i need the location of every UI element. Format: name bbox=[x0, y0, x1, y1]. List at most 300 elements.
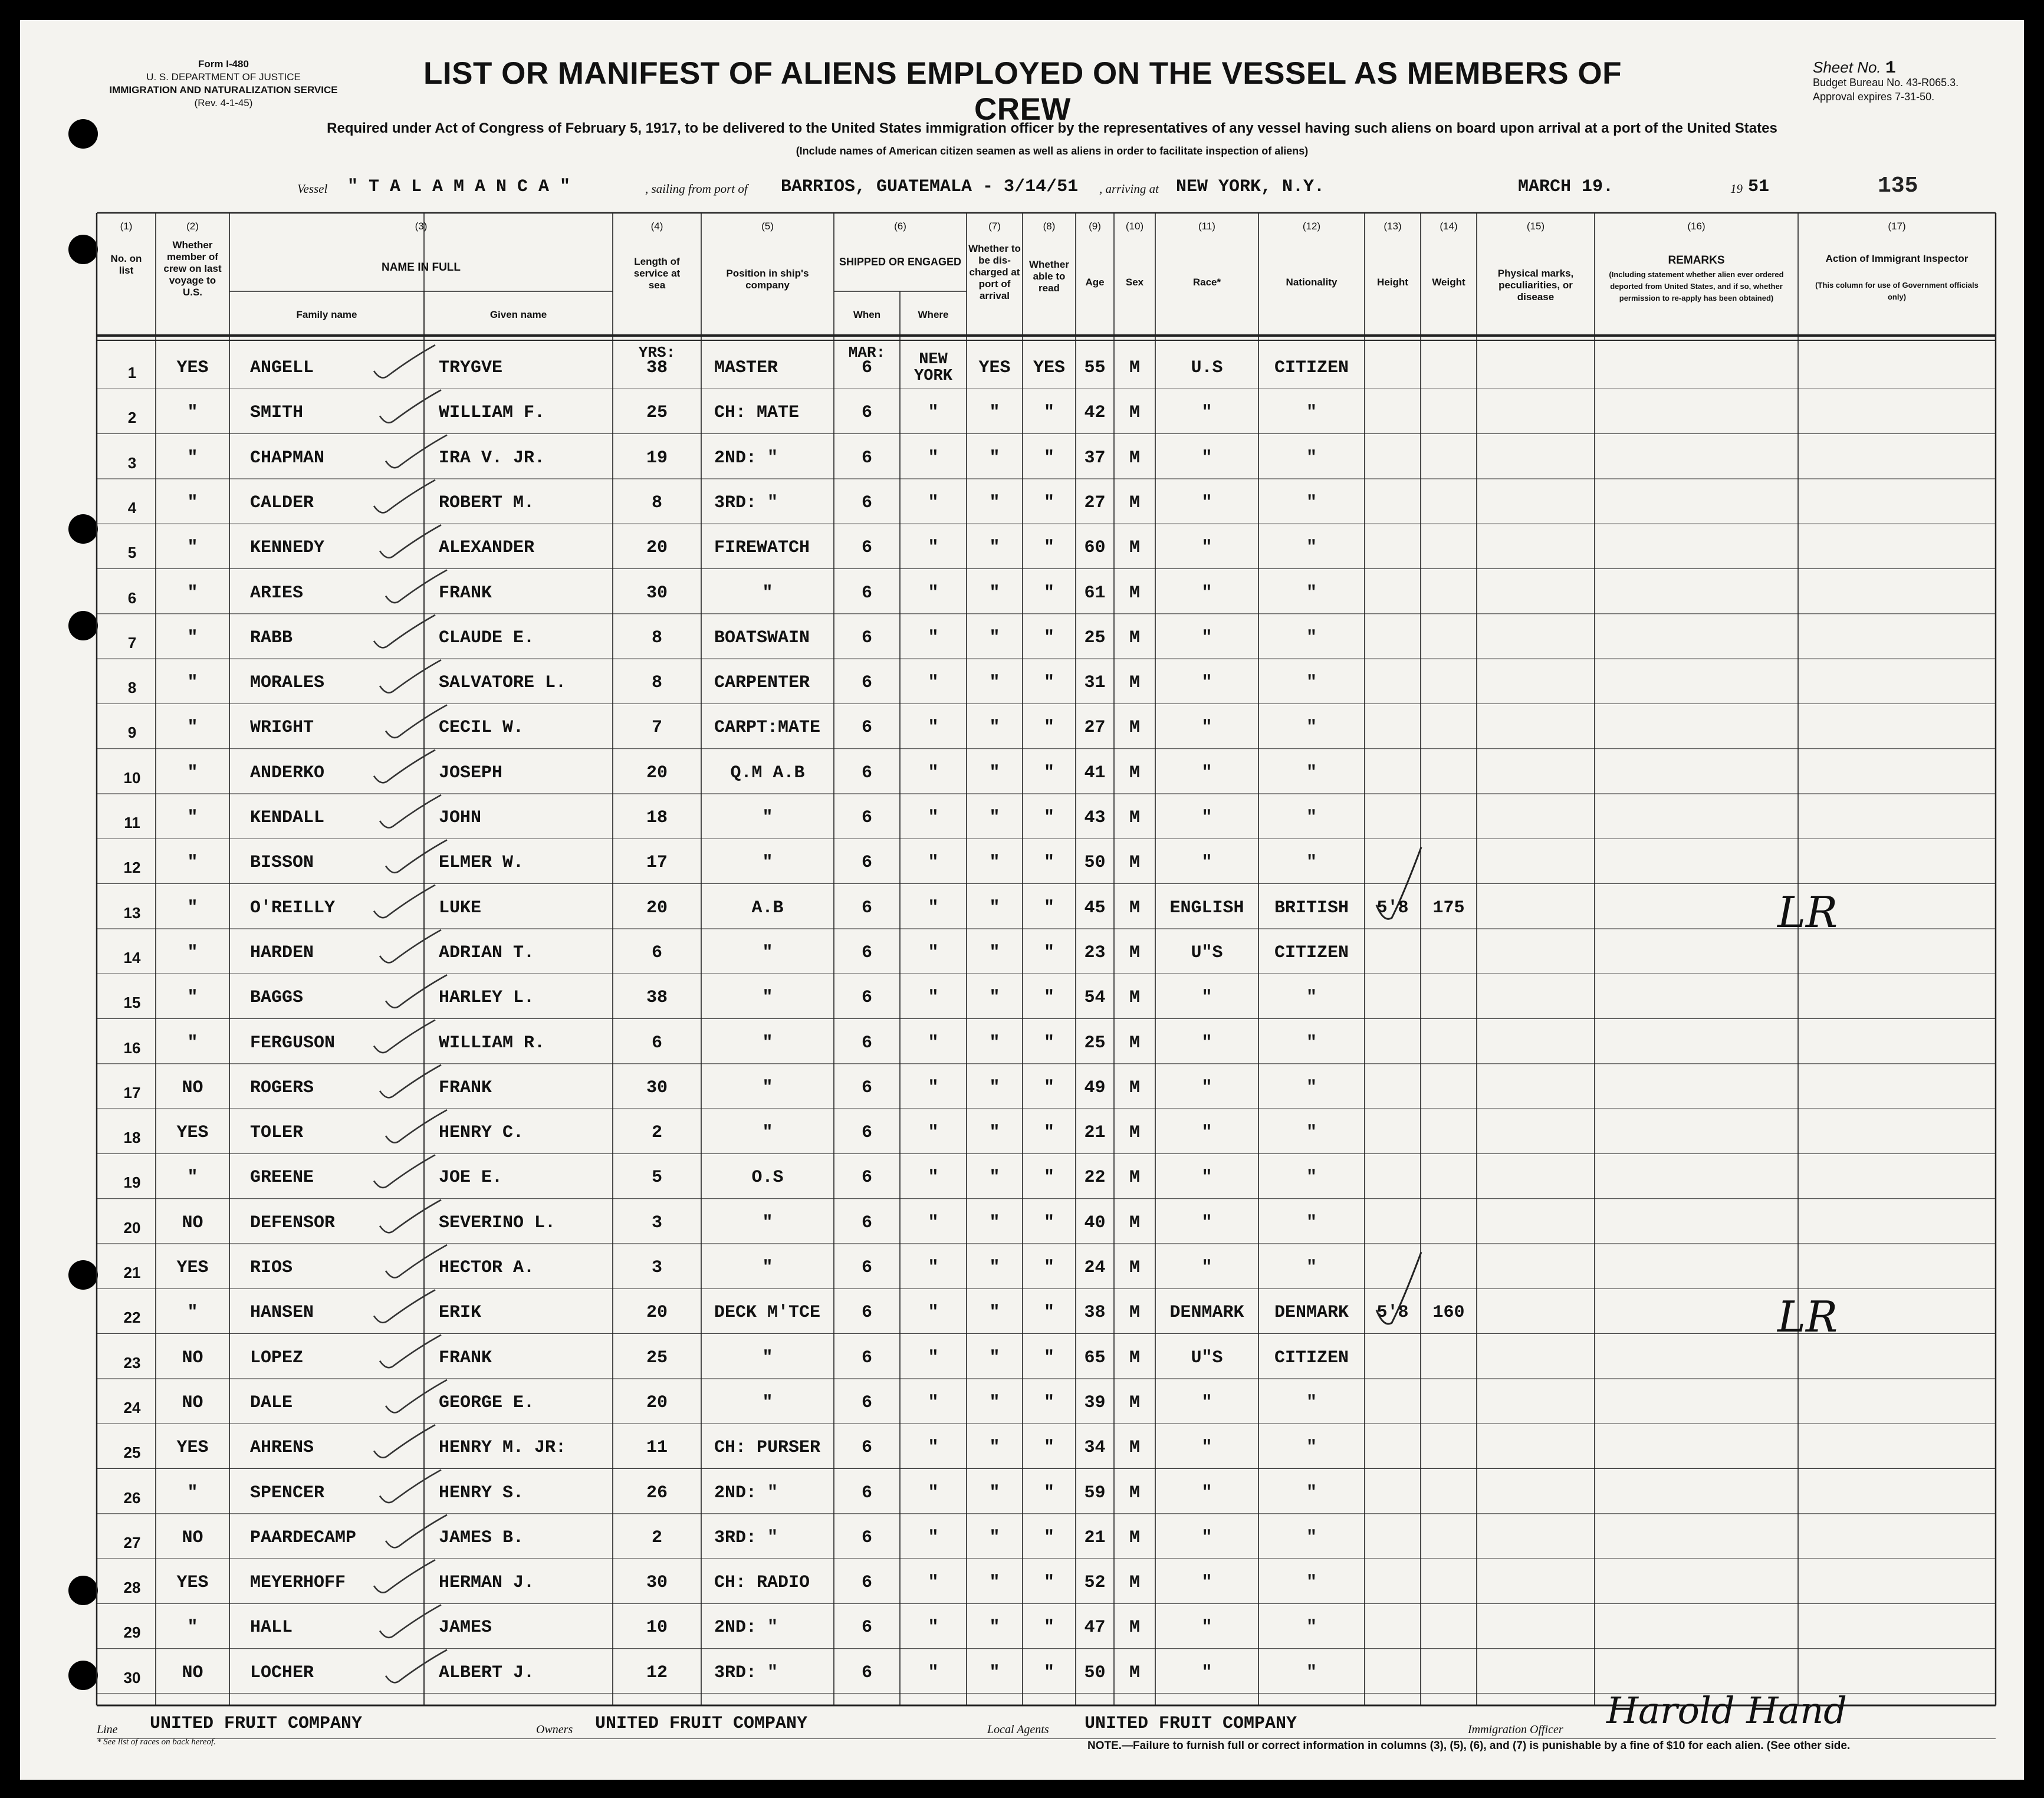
row-number: 12 bbox=[123, 859, 141, 877]
age: 34 bbox=[1084, 1438, 1106, 1458]
discharged-at-arrival: " bbox=[989, 898, 1000, 918]
agents-label: Local Agents bbox=[987, 1723, 1049, 1736]
sex: M bbox=[1129, 1438, 1140, 1458]
check-mark bbox=[380, 1470, 441, 1503]
sex: M bbox=[1129, 627, 1140, 648]
row-number: 28 bbox=[123, 1579, 141, 1597]
row-number: 9 bbox=[127, 724, 137, 742]
age: 24 bbox=[1084, 1258, 1106, 1278]
race: U"S bbox=[1191, 942, 1223, 963]
nationality: CITIZEN bbox=[1274, 1347, 1349, 1368]
check-mark bbox=[374, 750, 435, 783]
age: 47 bbox=[1084, 1618, 1106, 1638]
crew-last-voyage: " bbox=[187, 718, 198, 738]
col-12-header: Nationality bbox=[1286, 277, 1338, 288]
sex: M bbox=[1129, 988, 1140, 1008]
nationality: " bbox=[1306, 1258, 1317, 1278]
sex: M bbox=[1129, 492, 1140, 513]
age: 52 bbox=[1084, 1573, 1106, 1593]
col-15-header: Physical marks, peculiarities, or disease bbox=[1497, 268, 1574, 303]
row-number: 13 bbox=[123, 903, 141, 922]
crew-last-voyage: " bbox=[187, 1033, 198, 1053]
family-name: RABB bbox=[250, 627, 293, 648]
to-port: NEW YORK, N.Y. bbox=[1176, 177, 1325, 197]
nationality: " bbox=[1306, 403, 1317, 423]
race: " bbox=[1201, 762, 1212, 783]
page-subtitle-note: (Include names of American citizen seamen as well as aliens in order to facilitate inspection of aliens) bbox=[796, 145, 1309, 157]
family-name: BISSON bbox=[250, 853, 314, 873]
crew-last-voyage: " bbox=[187, 492, 198, 513]
sex: M bbox=[1129, 1123, 1140, 1143]
race: DENMARK bbox=[1169, 1303, 1244, 1323]
row-number: 6 bbox=[127, 589, 137, 607]
crew-last-voyage: YES bbox=[176, 1573, 209, 1593]
ship-position: CARPT:MATE bbox=[714, 718, 821, 738]
nationality: " bbox=[1306, 1123, 1317, 1143]
race: " bbox=[1201, 673, 1212, 693]
crew-last-voyage: YES bbox=[176, 1123, 209, 1143]
inspector-initials: LR bbox=[1777, 1292, 1838, 1342]
col-7-number: (7) bbox=[988, 221, 1001, 232]
nationality: " bbox=[1306, 1077, 1317, 1098]
able-to-read: " bbox=[1043, 1303, 1054, 1323]
shipped-where: " bbox=[928, 673, 939, 693]
check-mark bbox=[386, 975, 447, 1008]
penalty-note: NOTE.—Failure to furnish full or correct information in columns (3), (5), (6), and (7) is punishable by a fine of $10 for each alien. (See other side. bbox=[1087, 1740, 1851, 1752]
crew-last-voyage: YES bbox=[176, 1438, 209, 1458]
col-16-subheader: (Including statement whether alien ever ordered deported from United States, and if so, whether permission to re-apply has been obtained) bbox=[1609, 270, 1784, 303]
ship-position: MASTER bbox=[714, 358, 778, 378]
service-years: 25 bbox=[646, 1347, 668, 1368]
crew-last-voyage: NO bbox=[182, 1077, 203, 1098]
verification-check-mark bbox=[1376, 847, 1421, 919]
crew-last-voyage: " bbox=[187, 853, 198, 873]
approval-expires: Approval expires 7-31-50. bbox=[1813, 91, 1935, 103]
nationality: " bbox=[1306, 762, 1317, 783]
ship-position: CH: MATE bbox=[714, 403, 800, 423]
age: 21 bbox=[1084, 1123, 1106, 1143]
nationality: " bbox=[1306, 1212, 1317, 1233]
nationality: " bbox=[1306, 538, 1317, 558]
able-to-read: " bbox=[1043, 1168, 1054, 1188]
service-years: 3 bbox=[651, 1212, 662, 1233]
race: " bbox=[1201, 1258, 1212, 1278]
race: " bbox=[1201, 1618, 1212, 1638]
age: 31 bbox=[1084, 673, 1106, 693]
race: " bbox=[1201, 1573, 1212, 1593]
check-mark bbox=[380, 660, 441, 693]
service-years: 11 bbox=[646, 1438, 668, 1458]
given-name: ELMER W. bbox=[439, 853, 524, 873]
officer-signature: Harold Hand bbox=[1606, 1689, 1847, 1732]
family-name: MORALES bbox=[250, 673, 325, 693]
check-mark bbox=[386, 570, 447, 603]
able-to-read: " bbox=[1043, 583, 1054, 603]
family-name: CHAPMAN bbox=[250, 448, 325, 468]
shipped-when: 6 bbox=[861, 1212, 872, 1233]
sex: M bbox=[1129, 1662, 1140, 1683]
nationality: " bbox=[1306, 1483, 1317, 1503]
shipped-where: " bbox=[928, 853, 939, 873]
able-to-read: " bbox=[1043, 1347, 1054, 1368]
shipped-when: 6 bbox=[861, 403, 872, 423]
able-to-read: " bbox=[1043, 1033, 1054, 1053]
shipped-when: 6 bbox=[861, 492, 872, 513]
discharged-at-arrival: " bbox=[989, 492, 1000, 513]
race: " bbox=[1201, 1123, 1212, 1143]
crew-last-voyage: " bbox=[187, 1618, 198, 1638]
col-4-number: (4) bbox=[650, 221, 663, 232]
row-number: 1 bbox=[127, 364, 137, 382]
given-name: HENRY M. JR: bbox=[439, 1438, 567, 1458]
nationality: " bbox=[1306, 583, 1317, 603]
discharged-at-arrival: " bbox=[989, 1123, 1000, 1143]
ship-position: " bbox=[762, 1392, 773, 1413]
age: 59 bbox=[1084, 1483, 1106, 1503]
col-13-number: (13) bbox=[1384, 221, 1402, 232]
col-16-header: REMARKS bbox=[1668, 254, 1725, 267]
service-years: 2 bbox=[651, 1123, 662, 1143]
check-mark bbox=[380, 930, 441, 963]
ship-position: 3RD: " bbox=[714, 492, 778, 513]
row-number: 26 bbox=[123, 1488, 141, 1507]
family-name: ANDERKO bbox=[250, 762, 325, 783]
race: " bbox=[1201, 1438, 1212, 1458]
age: 39 bbox=[1084, 1392, 1106, 1413]
discharged-at-arrival: " bbox=[989, 627, 1000, 648]
able-to-read: " bbox=[1043, 1438, 1054, 1458]
sex: M bbox=[1129, 853, 1140, 873]
family-name: O'REILLY bbox=[250, 898, 336, 918]
discharged-at-arrival: " bbox=[989, 583, 1000, 603]
check-mark bbox=[374, 1155, 435, 1188]
service-years: 2 bbox=[651, 1527, 662, 1548]
age: 45 bbox=[1084, 898, 1106, 918]
nationality: " bbox=[1306, 673, 1317, 693]
sailing-label: , sailing from port of bbox=[645, 182, 748, 196]
shipped-where: " bbox=[928, 403, 939, 423]
able-to-read: " bbox=[1043, 718, 1054, 738]
race: U"S bbox=[1191, 1347, 1223, 1368]
shipped-when: 6 bbox=[861, 853, 872, 873]
crew-last-voyage: " bbox=[187, 1303, 198, 1323]
nationality: " bbox=[1306, 988, 1317, 1008]
col-1-header: No. on list bbox=[110, 253, 142, 276]
given-name: TRYGVE bbox=[439, 358, 503, 378]
crew-last-voyage: " bbox=[187, 627, 198, 648]
service-years: 20 bbox=[646, 898, 668, 918]
col-13-header: Height bbox=[1377, 277, 1408, 288]
col-2-number: (2) bbox=[186, 221, 199, 232]
given-name: ALBERT J. bbox=[439, 1662, 535, 1683]
races-note: * See list of races on back hereof. bbox=[97, 1737, 216, 1747]
sex: M bbox=[1129, 1392, 1140, 1413]
shipped-when: 6 bbox=[861, 942, 872, 963]
nationality: " bbox=[1306, 492, 1317, 513]
race: " bbox=[1201, 1033, 1212, 1053]
shipped-when: 6 bbox=[861, 1258, 872, 1278]
family-name: ROGERS bbox=[250, 1077, 314, 1098]
nationality: " bbox=[1306, 1033, 1317, 1053]
sex: M bbox=[1129, 1573, 1140, 1593]
able-to-read: " bbox=[1043, 1662, 1054, 1683]
sex: M bbox=[1129, 448, 1140, 468]
weight: 160 bbox=[1432, 1303, 1465, 1323]
shipped-where: " bbox=[928, 988, 939, 1008]
form-service: IMMIGRATION AND NATURALIZATION SERVICE bbox=[109, 84, 338, 96]
crew-last-voyage: " bbox=[187, 942, 198, 963]
nationality: BRITISH bbox=[1274, 898, 1349, 918]
shipped-when: 6 bbox=[861, 1662, 872, 1683]
line-value: UNITED FRUIT COMPANY bbox=[150, 1714, 363, 1734]
ship-position: " bbox=[762, 942, 773, 963]
service-years: 38 bbox=[646, 988, 668, 1008]
age: 55 bbox=[1084, 358, 1106, 378]
shipped-where: " bbox=[928, 448, 939, 468]
service-years: 26 bbox=[646, 1483, 668, 1503]
col-2-header: Whether member of crew on last voyage to U.S. bbox=[163, 239, 222, 298]
family-name: HANSEN bbox=[250, 1303, 314, 1323]
shipped-when: 6 bbox=[861, 808, 872, 828]
given-name: FRANK bbox=[439, 1347, 492, 1368]
shipped-when: 6 bbox=[861, 1438, 872, 1458]
age: 54 bbox=[1084, 988, 1106, 1008]
service-years: 8 bbox=[651, 673, 662, 693]
agents-value: UNITED FRUIT COMPANY bbox=[1085, 1714, 1297, 1734]
check-mark bbox=[380, 795, 441, 828]
age: 65 bbox=[1084, 1347, 1106, 1368]
shipped-where: " bbox=[928, 1392, 939, 1413]
discharged-at-arrival: " bbox=[989, 762, 1000, 783]
row-number: 14 bbox=[123, 948, 141, 967]
nationality: " bbox=[1306, 853, 1317, 873]
nationality: " bbox=[1306, 1662, 1317, 1683]
shipped-where: " bbox=[928, 942, 939, 963]
vessel-name: " T A L A M A N C A " bbox=[347, 177, 571, 197]
shipped-when: 6 bbox=[861, 762, 872, 783]
col-17-subheader: (This column for use of Government officials only) bbox=[1815, 281, 1979, 301]
vessel-label: Vessel bbox=[297, 182, 328, 196]
ship-position: 3RD: " bbox=[714, 1527, 778, 1548]
able-to-read: " bbox=[1043, 942, 1054, 963]
check-mark bbox=[380, 525, 441, 558]
col-6-number: (6) bbox=[894, 221, 906, 232]
col-15-number: (15) bbox=[1526, 221, 1545, 232]
manifest-sheet bbox=[20, 20, 2024, 1780]
ship-position: 3RD: " bbox=[714, 1662, 778, 1683]
nationality: " bbox=[1306, 1438, 1317, 1458]
service-years: 20 bbox=[646, 762, 668, 783]
shipped-when: 6 bbox=[861, 1347, 872, 1368]
shipped-where: " bbox=[928, 627, 939, 648]
race: ENGLISH bbox=[1169, 898, 1244, 918]
age: 61 bbox=[1084, 583, 1106, 603]
given-name: JOHN bbox=[439, 808, 482, 828]
row-number: 25 bbox=[123, 1444, 141, 1462]
service-years: 3 bbox=[651, 1258, 662, 1278]
check-mark bbox=[374, 1020, 435, 1053]
col-3b-header: Given name bbox=[489, 309, 547, 320]
row-number: 20 bbox=[123, 1218, 141, 1237]
shipped-when: 6 bbox=[861, 1033, 872, 1053]
service-years: 6 bbox=[651, 1033, 662, 1053]
nationality: " bbox=[1306, 1392, 1317, 1413]
row-number: 4 bbox=[127, 498, 137, 517]
race: " bbox=[1201, 1168, 1212, 1188]
family-name: LOCHER bbox=[250, 1662, 314, 1683]
family-name: HARDEN bbox=[250, 942, 314, 963]
service-years: 6 bbox=[651, 942, 662, 963]
able-to-read: " bbox=[1043, 448, 1054, 468]
race: " bbox=[1201, 1077, 1212, 1098]
check-mark bbox=[386, 1380, 447, 1413]
sex: M bbox=[1129, 1033, 1140, 1053]
able-to-read: " bbox=[1043, 1258, 1054, 1278]
family-name: PAARDECAMP bbox=[250, 1527, 357, 1548]
family-name: GREENE bbox=[250, 1168, 314, 1188]
given-name: ROBERT M. bbox=[439, 492, 535, 513]
row-number: 17 bbox=[123, 1083, 141, 1102]
col-8-header: Whether able to read bbox=[1029, 259, 1069, 294]
check-mark bbox=[374, 615, 435, 648]
given-name: SALVATORE L. bbox=[439, 673, 567, 693]
age: 49 bbox=[1084, 1077, 1106, 1098]
ship-position: " bbox=[762, 583, 773, 603]
shipped-when: 6 bbox=[861, 718, 872, 738]
form-department: U. S. DEPARTMENT OF JUSTICE bbox=[146, 71, 301, 83]
race: " bbox=[1201, 403, 1212, 423]
service-years: 8 bbox=[651, 627, 662, 648]
nationality: " bbox=[1306, 1618, 1317, 1638]
race: " bbox=[1201, 808, 1212, 828]
able-to-read: " bbox=[1043, 1527, 1054, 1548]
family-name: CALDER bbox=[250, 492, 314, 513]
discharged-at-arrival: YES bbox=[978, 358, 1011, 378]
page-title: LIST OR MANIFEST OF ALIENS EMPLOYED ON THE VESSEL AS MEMBERS OF CREW bbox=[423, 56, 1622, 127]
ship-position: BOATSWAIN bbox=[714, 627, 810, 648]
nationality: " bbox=[1306, 1168, 1317, 1188]
crew-last-voyage: NO bbox=[182, 1392, 203, 1413]
family-name: FERGUSON bbox=[250, 1033, 336, 1053]
age: 42 bbox=[1084, 403, 1106, 423]
shipped-where: " bbox=[928, 538, 939, 558]
sex: M bbox=[1129, 898, 1140, 918]
form-revision: (Rev. 4-1-45) bbox=[194, 97, 253, 109]
row-number: 29 bbox=[123, 1623, 141, 1642]
age: 50 bbox=[1084, 1662, 1106, 1683]
given-name: HECTOR A. bbox=[439, 1258, 535, 1278]
shipped-when: 6 bbox=[861, 448, 872, 468]
crew-last-voyage: " bbox=[187, 898, 198, 918]
shipped-when: 6 bbox=[861, 898, 872, 918]
family-name: DALE bbox=[250, 1392, 293, 1413]
age: 38 bbox=[1084, 1303, 1106, 1323]
able-to-read: " bbox=[1043, 1573, 1054, 1593]
crew-last-voyage: " bbox=[187, 1483, 198, 1503]
able-to-read: " bbox=[1043, 403, 1054, 423]
race: " bbox=[1201, 1483, 1212, 1503]
discharged-at-arrival: " bbox=[989, 1483, 1000, 1503]
owners-value: UNITED FRUIT COMPANY bbox=[595, 1714, 808, 1734]
shipped-where: " bbox=[928, 718, 939, 738]
shipped-when: 6 bbox=[861, 1077, 872, 1098]
shipped-when: 6 bbox=[861, 988, 872, 1008]
service-years: 30 bbox=[646, 1077, 668, 1098]
race: " bbox=[1201, 583, 1212, 603]
officer-label: Immigration Officer bbox=[1468, 1723, 1563, 1736]
crew-last-voyage: YES bbox=[176, 358, 209, 378]
crew-last-voyage: " bbox=[187, 762, 198, 783]
ship-position: " bbox=[762, 1347, 773, 1368]
budget-bureau: Budget Bureau No. 43-R065.3. bbox=[1813, 77, 1959, 88]
able-to-read: " bbox=[1043, 898, 1054, 918]
sex: M bbox=[1129, 762, 1140, 783]
check-mark bbox=[386, 840, 447, 873]
able-to-read: " bbox=[1043, 1392, 1054, 1413]
service-years: 18 bbox=[646, 808, 668, 828]
weight: 175 bbox=[1432, 898, 1465, 918]
shipped-when: 6 bbox=[861, 1573, 872, 1593]
discharged-at-arrival: " bbox=[989, 853, 1000, 873]
nationality: CITIZEN bbox=[1274, 942, 1349, 963]
given-name: SEVERINO L. bbox=[439, 1212, 556, 1233]
service-years: 12 bbox=[646, 1662, 668, 1683]
col-12-number: (12) bbox=[1302, 221, 1321, 232]
ship-position: 2ND: " bbox=[714, 1483, 778, 1503]
discharged-at-arrival: " bbox=[989, 988, 1000, 1008]
row-number: 24 bbox=[123, 1398, 141, 1416]
crew-last-voyage: NO bbox=[182, 1527, 203, 1548]
discharged-at-arrival: " bbox=[989, 1033, 1000, 1053]
check-mark bbox=[374, 1290, 435, 1323]
shipped-where: " bbox=[928, 1573, 939, 1593]
shipped-where: " bbox=[928, 898, 939, 918]
check-mark bbox=[386, 1110, 447, 1143]
check-mark bbox=[386, 435, 447, 468]
discharged-at-arrival: " bbox=[989, 1168, 1000, 1188]
family-name: ARIES bbox=[250, 583, 304, 603]
row-number: 5 bbox=[127, 544, 137, 562]
shipped-when: 6 bbox=[861, 358, 872, 378]
row-number: 19 bbox=[123, 1174, 141, 1192]
crew-last-voyage: " bbox=[187, 448, 198, 468]
row-number: 3 bbox=[127, 453, 137, 472]
sex: M bbox=[1129, 358, 1140, 378]
check-mark bbox=[374, 480, 435, 513]
service-years: 30 bbox=[646, 1573, 668, 1593]
row-number: 23 bbox=[123, 1353, 141, 1372]
race: " bbox=[1201, 448, 1212, 468]
col-10-number: (10) bbox=[1125, 221, 1144, 232]
able-to-read: " bbox=[1043, 673, 1054, 693]
sex: M bbox=[1129, 1168, 1140, 1188]
race: " bbox=[1201, 853, 1212, 873]
sheet-number: 1 bbox=[1885, 58, 1896, 78]
month-unit: MAR: bbox=[848, 344, 886, 361]
check-mark bbox=[374, 1425, 435, 1458]
ship-position: CH: PURSER bbox=[714, 1438, 821, 1458]
check-mark bbox=[374, 1560, 435, 1593]
able-to-read: YES bbox=[1033, 358, 1065, 378]
discharged-at-arrival: " bbox=[989, 1527, 1000, 1548]
col-14-header: Weight bbox=[1432, 277, 1465, 288]
sex: M bbox=[1129, 1618, 1140, 1638]
service-years: 8 bbox=[651, 492, 662, 513]
col-6b-header: Where bbox=[918, 309, 949, 320]
row-number: 30 bbox=[123, 1668, 141, 1687]
family-name: RIOS bbox=[250, 1258, 293, 1278]
given-name: ADRIAN T. bbox=[439, 942, 535, 963]
